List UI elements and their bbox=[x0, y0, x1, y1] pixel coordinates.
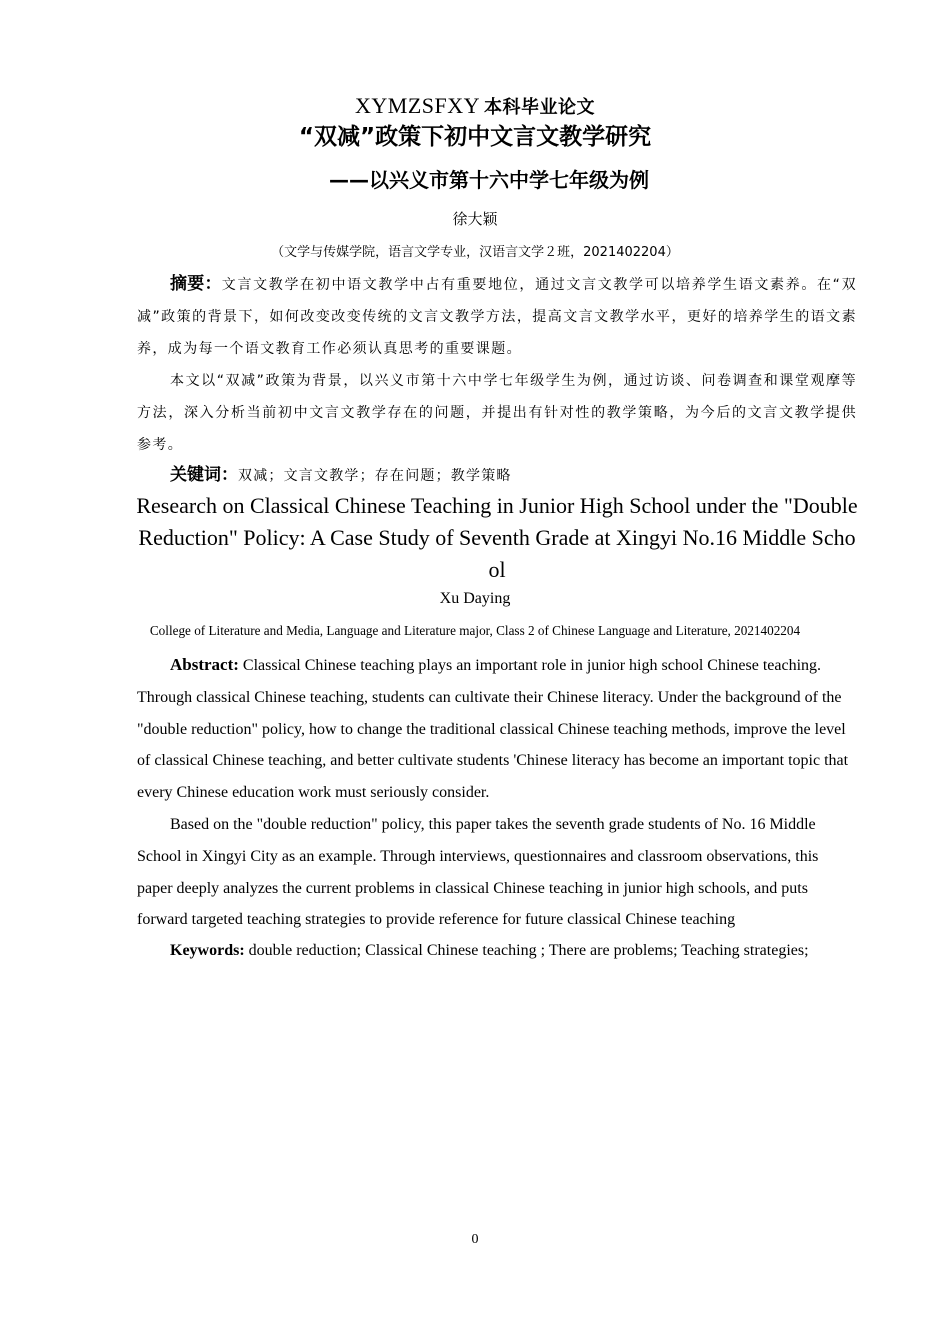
page-number: 0 bbox=[471, 1232, 479, 1247]
abstract-en-paragraph-2: Based on the "double reduction" policy, this paper takes the seventh grade students of No. 16 Middle School in Xingyi City as an example. Through interviews, questionnaires and classroom observations, this paper deeply analyzes the current problems in classical Chinese teaching in junior high schools, and puts forward targeted teaching strategies to provide reference for future classical Chinese teaching bbox=[137, 815, 819, 929]
title-cn: “双减”政策下初中文言文教学研究 bbox=[298, 124, 652, 150]
affiliation-en: College of Literature and Media, Language and Literature major, Class 2 of Chinese Language and Literature, 2021402204 bbox=[149, 623, 801, 638]
author-cn: 徐大颖 bbox=[452, 210, 498, 228]
subtitle-cn: ——以兴义市第十六中学七年级为例 bbox=[329, 168, 649, 192]
abstract-cn-text-1: 文言文教学在初中语文教学中占有重要地位，通过文言文教学可以培养学生语文素养。在“双减”政策的背景下，如何改变改变传统的文言文教学方法，提高文言文教学水平，更好的培养学生的语文素养，成为每一个语文教育工作必须认真思考的重要课题。 bbox=[137, 277, 857, 357]
abstract-en-label: Abstract: bbox=[170, 655, 239, 674]
author-en: Xu Daying bbox=[439, 590, 511, 607]
abstract-en-paragraph-1 bbox=[137, 649, 857, 809]
abstract-cn-paragraph-2: 本文以“双减”政策为背景，以兴义市第十六中学七年级学生为例，通过访谈、问卷调查和课堂观摩等方法，深入分析当前初中文言文教学存在的问题，并提出有针对性的教学策略，为今后的文言文教学提供参考。 bbox=[137, 373, 857, 453]
keywords-cn-text: 双减；文言文教学；存在问题；教学策略 bbox=[238, 468, 512, 484]
thesis-header bbox=[0, 93, 950, 119]
school-code: XYMZSFXY bbox=[354, 93, 481, 118]
title-en: Research on Classical Chinese Teaching in Junior High School under the "Double Reduction" Policy: A Case Study of Seventh Grade at Xingyi No.16 Middle School bbox=[136, 493, 858, 582]
thesis-type-label: 本科毕业论文 bbox=[484, 97, 596, 118]
affiliation-cn: （文学与传媒学院，语言文学专业，汉语言文学２班，2021402204） bbox=[271, 245, 679, 260]
keywords-cn bbox=[137, 460, 890, 491]
keywords-cn-label: 关键词： bbox=[170, 465, 238, 485]
keywords-en-text: double reduction; Classical Chinese teaching ; There are problems; Teaching strategies; bbox=[248, 942, 809, 959]
abstract-cn-paragraph-1 bbox=[137, 268, 857, 365]
keywords-en-label: Keywords: bbox=[170, 942, 245, 959]
abstract-en-text-1: Classical Chinese teaching plays an important role in junior high school Chinese teaching. Through classical Chinese teaching, students can cultivate their Chinese literacy. Under the background of the "double reduction" policy, how to change the traditional classical Chinese teaching methods, improve the level of classical Chinese teaching, and better cultivate students 'Chinese literacy has become an important topic that every Chinese education work must seriously consider. bbox=[137, 657, 849, 802]
abstract-cn-label: 摘要： bbox=[170, 274, 222, 294]
abstract-cn bbox=[137, 268, 857, 461]
keywords-en bbox=[137, 935, 890, 967]
abstract-en bbox=[137, 649, 857, 936]
